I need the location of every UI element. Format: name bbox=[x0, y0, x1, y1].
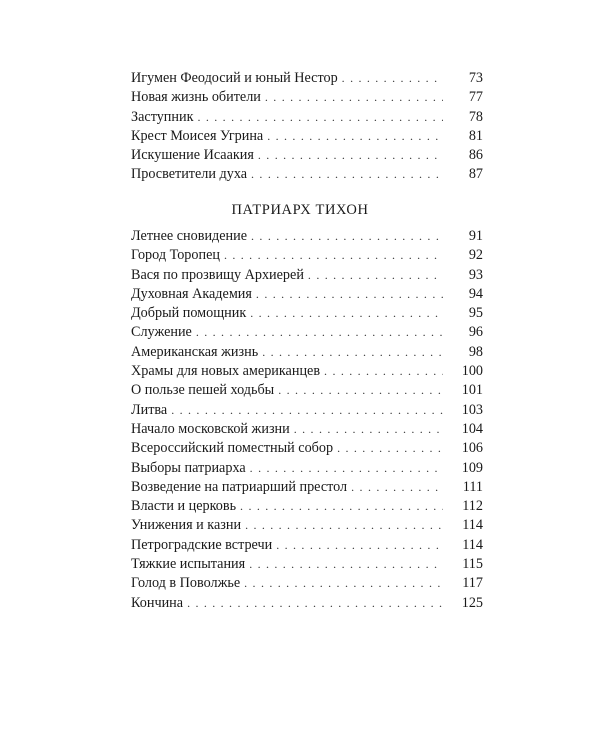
entry-page-number: 103 bbox=[461, 401, 483, 418]
entry-page-number: 100 bbox=[461, 363, 483, 380]
toc-entry bbox=[131, 362, 483, 381]
entry-page-number: 87 bbox=[468, 166, 483, 183]
toc-entry bbox=[131, 516, 483, 535]
toc-entry bbox=[131, 323, 483, 342]
dot-leader bbox=[276, 536, 443, 555]
toc-entry bbox=[131, 227, 483, 246]
entry-page-number: 98 bbox=[468, 343, 483, 360]
entry-page-number: 117 bbox=[462, 575, 483, 592]
entry-title: Служение bbox=[131, 324, 192, 341]
entry-title: Игумен Феодосий и юный Нестор bbox=[131, 70, 338, 86]
entry-page-number: 109 bbox=[461, 459, 483, 476]
toc-entry bbox=[131, 594, 483, 613]
dot-leader bbox=[224, 246, 443, 265]
toc-entry bbox=[131, 127, 483, 146]
entry-page-number: 101 bbox=[461, 382, 483, 399]
entry-title: Новая жизнь обители bbox=[131, 89, 261, 106]
dot-leader bbox=[249, 555, 443, 574]
toc-entry bbox=[131, 108, 483, 127]
entry-page-number: 86 bbox=[468, 147, 483, 164]
entry-title: Храмы для новых американцев bbox=[131, 363, 321, 380]
toc-entry bbox=[131, 536, 483, 555]
entry-title: Тяжкие испытания bbox=[131, 556, 246, 573]
dot-leader bbox=[250, 459, 443, 478]
toc-entry bbox=[131, 343, 483, 362]
entry-title: Крест Моисея Угрина bbox=[131, 127, 264, 144]
dot-leader bbox=[267, 127, 443, 146]
dot-leader bbox=[197, 108, 443, 127]
dot-leader bbox=[262, 343, 443, 362]
dot-leader bbox=[265, 88, 443, 107]
entry-title: Кончина bbox=[131, 594, 184, 611]
entry-title: Голод в Поволжье bbox=[131, 575, 241, 592]
toc-entry bbox=[131, 439, 483, 458]
entry-page-number: 93 bbox=[468, 266, 483, 283]
entry-title: Возведение на патриарший престол bbox=[131, 478, 348, 495]
entry-page-number: 94 bbox=[468, 285, 483, 302]
entry-title: Выборы патриарха bbox=[131, 459, 246, 476]
dot-leader bbox=[251, 165, 443, 184]
dot-leader bbox=[187, 594, 443, 613]
toc-section-2 bbox=[131, 227, 483, 613]
dot-leader bbox=[337, 439, 443, 458]
entry-title: Духовная Академия bbox=[131, 285, 252, 302]
entry-title: Просветители духа bbox=[131, 166, 248, 183]
entry-title: О пользе пешей ходьбы bbox=[131, 382, 275, 399]
entry-page-number: 112 bbox=[462, 498, 483, 515]
dot-leader bbox=[278, 381, 443, 400]
entry-page-number: 78 bbox=[468, 108, 483, 125]
dot-leader bbox=[245, 516, 443, 535]
entry-title: Добрый помощник bbox=[131, 305, 247, 322]
entry-title: Власти и церковь bbox=[131, 498, 237, 515]
dot-leader bbox=[250, 304, 443, 323]
toc-entry bbox=[131, 459, 483, 478]
entry-title: Литва bbox=[131, 401, 168, 418]
entry-title: Летнее сновидение bbox=[131, 228, 248, 244]
dot-leader bbox=[256, 285, 443, 304]
entry-title: Американская жизнь bbox=[131, 343, 259, 360]
entry-page-number: 104 bbox=[461, 420, 483, 437]
dot-leader bbox=[351, 478, 443, 497]
dot-leader bbox=[171, 401, 443, 420]
toc-entry bbox=[131, 420, 483, 439]
entry-page-number: 92 bbox=[468, 247, 483, 264]
toc-entry bbox=[131, 88, 483, 107]
toc-entry bbox=[131, 381, 483, 400]
toc-entry bbox=[131, 497, 483, 516]
entry-page-number: 91 bbox=[468, 228, 483, 244]
entry-title: Унижения и казни bbox=[131, 517, 242, 534]
dot-leader bbox=[244, 574, 443, 593]
dot-leader bbox=[240, 497, 443, 516]
toc-entry bbox=[131, 69, 483, 88]
toc-entry bbox=[131, 555, 483, 574]
entry-page-number: 111 bbox=[462, 478, 483, 495]
toc-section-1 bbox=[131, 69, 483, 185]
entry-page-number: 81 bbox=[468, 127, 483, 144]
toc-entry bbox=[131, 304, 483, 323]
entry-title: Город Торопец bbox=[131, 247, 220, 264]
toc-entry bbox=[131, 246, 483, 265]
toc-entry bbox=[131, 266, 483, 285]
entry-title: Начало московской жизни bbox=[131, 420, 290, 437]
entry-title: Заступник bbox=[131, 108, 194, 125]
toc-entry bbox=[131, 146, 483, 165]
entry-page-number: 73 bbox=[468, 70, 483, 86]
toc-entry bbox=[131, 165, 483, 184]
entry-page-number: 96 bbox=[468, 324, 483, 341]
entry-page-number: 115 bbox=[462, 556, 483, 573]
toc-entry bbox=[131, 478, 483, 497]
dot-leader bbox=[308, 266, 443, 285]
entry-page-number: 95 bbox=[468, 305, 483, 322]
entry-page-number: 114 bbox=[462, 536, 483, 553]
dot-leader bbox=[258, 146, 443, 165]
entry-page-number: 125 bbox=[461, 594, 483, 611]
entry-page-number: 106 bbox=[461, 440, 483, 457]
entry-title: Петроградские встречи bbox=[131, 536, 273, 553]
entry-page-number: 77 bbox=[468, 89, 483, 106]
entry-page-number: 114 bbox=[462, 517, 483, 534]
entry-title: Вася по прозвищу Архиерей bbox=[131, 266, 304, 283]
entry-title: Искушение Исаакия bbox=[131, 147, 254, 164]
toc-entry bbox=[131, 574, 483, 593]
dot-leader bbox=[324, 362, 443, 381]
dot-leader bbox=[251, 227, 443, 246]
dot-leader bbox=[294, 420, 443, 439]
dot-leader bbox=[196, 323, 443, 342]
section-heading: ПАТРИАРХ ТИХОН bbox=[231, 202, 369, 218]
dot-leader bbox=[342, 69, 443, 88]
toc-entry bbox=[131, 401, 483, 420]
entry-title: Всероссийский поместный собор bbox=[131, 440, 334, 457]
toc-entry bbox=[131, 285, 483, 304]
